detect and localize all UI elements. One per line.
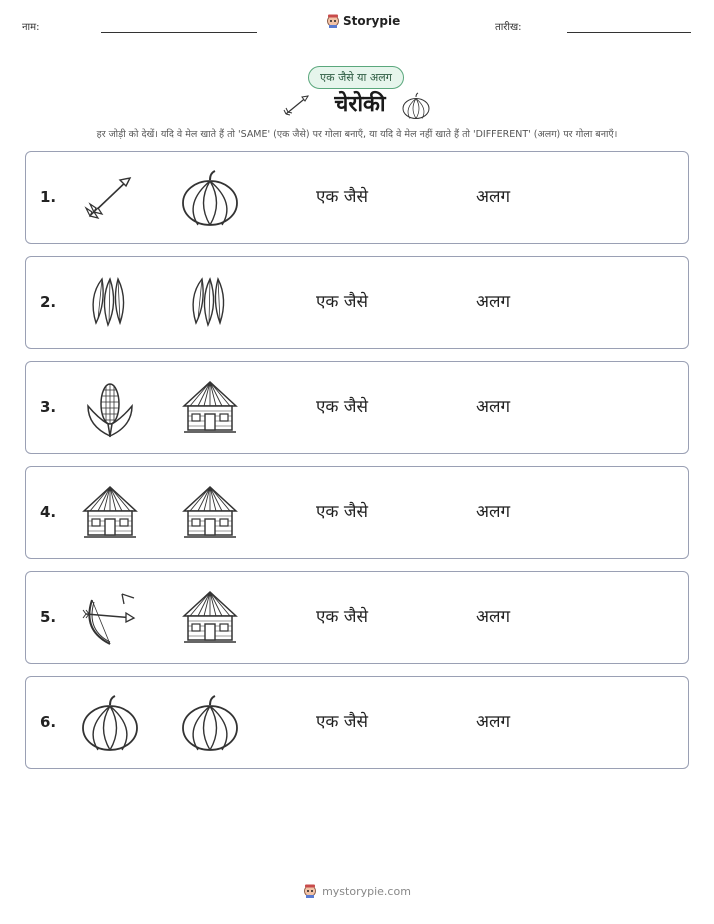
corn-icon	[80, 378, 140, 438]
question-row	[25, 676, 689, 769]
instructions: हर जोड़ी को देखें। यदि वे मेल खाते हैं तो 'SAME' (एक जैसे) पर गोला बनाएँ, या यदि वे मेल नहीं खाते हैं तो 'DIFFERENT' (अलग) पर गोला बनाएँ।	[96, 129, 618, 140]
question-number: 2.	[40, 293, 57, 311]
question-number: 1.	[40, 188, 57, 206]
footer-url: mystorypie.com	[322, 884, 411, 898]
footer	[0, 883, 714, 899]
hut-icon	[180, 483, 240, 543]
page-title: चेरोकी	[334, 92, 386, 117]
pumpkin-icon	[400, 92, 432, 120]
question-row	[25, 361, 689, 454]
brand-name: Storypie	[343, 14, 401, 28]
feathers-icon	[80, 273, 140, 333]
question-row	[25, 466, 689, 559]
arrow-icon	[80, 168, 140, 228]
question-row	[25, 571, 689, 664]
option-same[interactable]: एक जैसे	[316, 712, 368, 732]
bow-arrow-icon	[80, 588, 140, 648]
hut-icon	[180, 378, 240, 438]
question-number: 3.	[40, 398, 57, 416]
storypie-mascot-icon	[303, 883, 317, 899]
question-number: 6.	[40, 713, 57, 731]
storypie-mascot-icon	[326, 13, 340, 29]
option-different[interactable]: अलग	[476, 502, 511, 522]
pumpkin-icon	[180, 693, 240, 753]
worksheet-type-badge: एक जैसे या अलग	[308, 66, 404, 89]
brand-logo	[326, 13, 400, 29]
option-different[interactable]: अलग	[476, 607, 511, 627]
arrow-icon	[282, 92, 312, 118]
name-field[interactable]	[101, 32, 257, 33]
feathers-icon	[180, 273, 240, 333]
hut-icon	[180, 588, 240, 648]
question-row	[25, 256, 689, 349]
option-same[interactable]: एक जैसे	[316, 397, 368, 417]
name-label: नाम:	[22, 22, 40, 33]
pumpkin-icon	[180, 168, 240, 228]
question-number: 4.	[40, 503, 57, 521]
pumpkin-icon	[80, 693, 140, 753]
date-label: तारीख:	[495, 22, 522, 33]
hut-icon	[80, 483, 140, 543]
option-same[interactable]: एक जैसे	[316, 607, 368, 627]
option-same[interactable]: एक जैसे	[316, 187, 368, 207]
option-same[interactable]: एक जैसे	[316, 502, 368, 522]
question-number: 5.	[40, 608, 57, 626]
option-different[interactable]: अलग	[476, 397, 511, 417]
option-different[interactable]: अलग	[476, 712, 511, 732]
question-row	[25, 151, 689, 244]
date-field[interactable]	[567, 32, 691, 33]
option-different[interactable]: अलग	[476, 187, 511, 207]
option-same[interactable]: एक जैसे	[316, 292, 368, 312]
option-different[interactable]: अलग	[476, 292, 511, 312]
